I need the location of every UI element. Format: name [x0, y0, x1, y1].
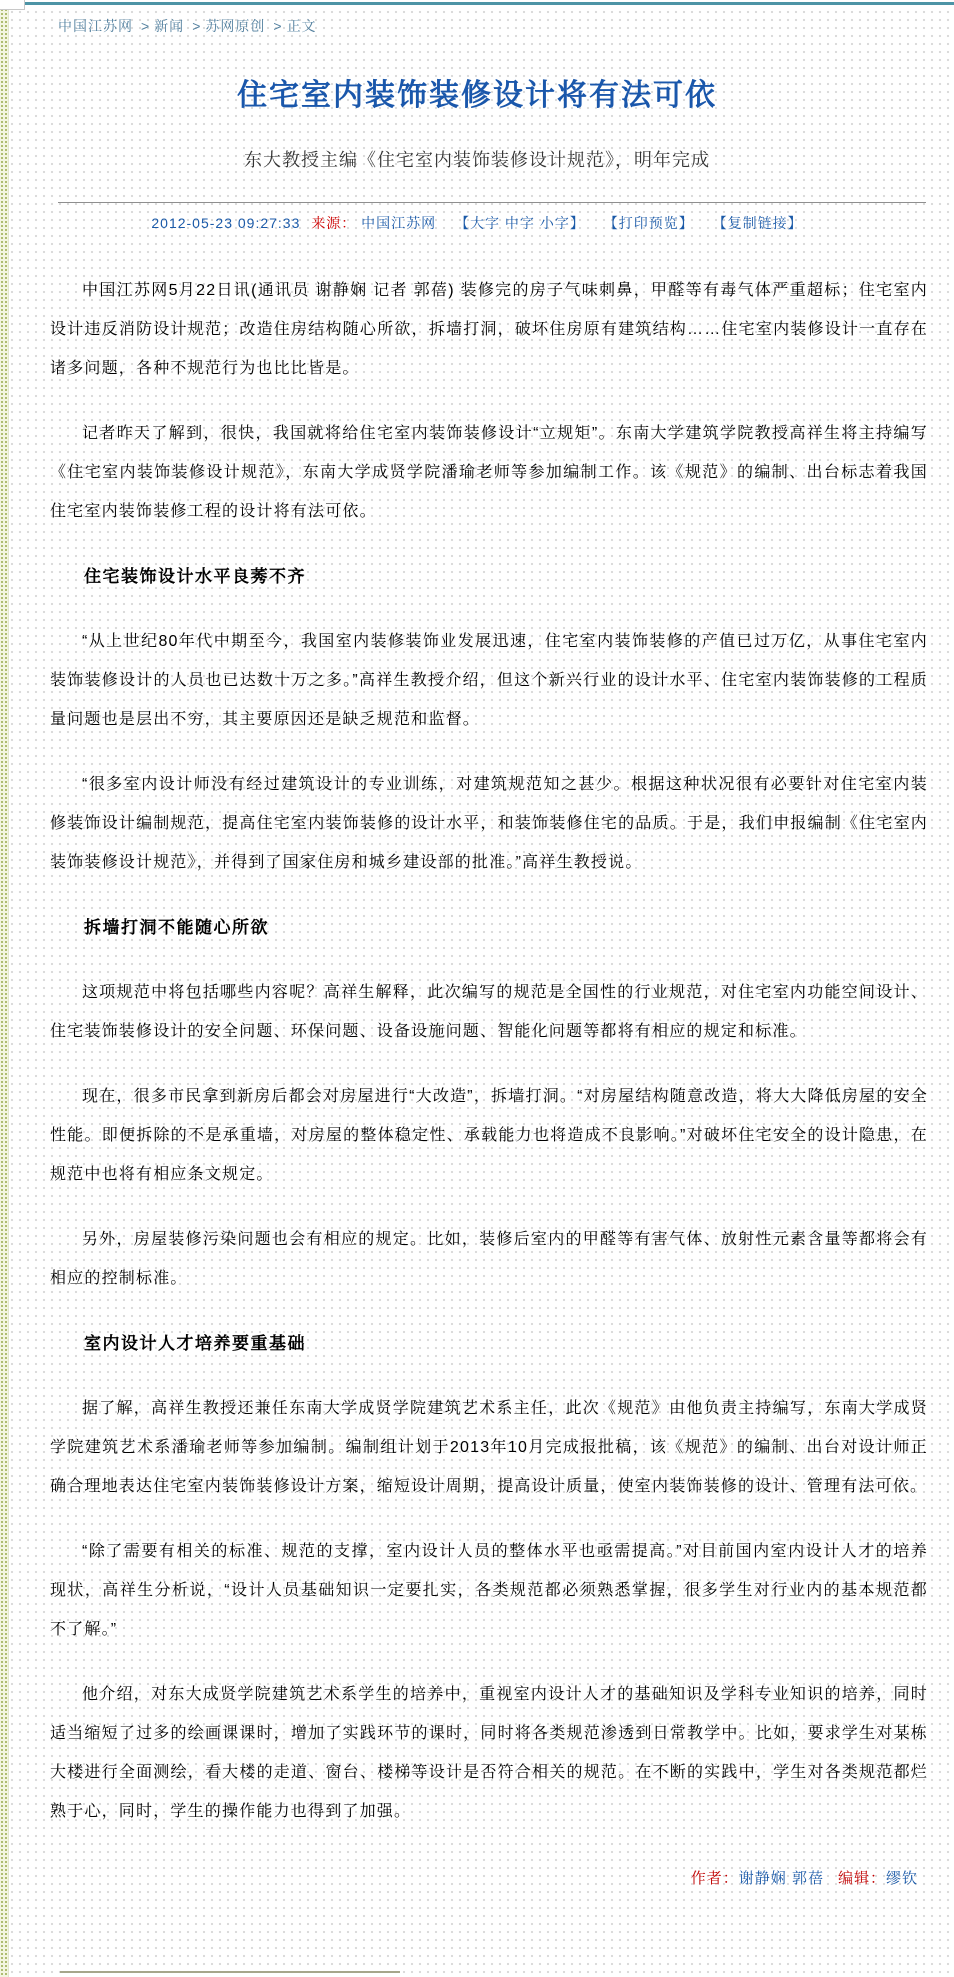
copy-link-button[interactable]: 【复制链接】 [712, 215, 803, 231]
paragraph: 他介绍，对东大成贤学院建筑艺术系学生的培养中，重视室内设计人才的基础知识及学科专业知识的培养，同时适当缩短了过多的绘画课课时，增加了实践环节的课时，同时将各类规范渗透到日常教学中。比如，要求学生对某栋大楼进行全面测绘，看大楼的走道、窗台、楼梯等设计是否符合相关的规范。在不断的实践中，学生对各类规范都烂熟于心，同时，学生的操作能力也得到了加强。 [50, 1686, 928, 1820]
paragraph: “从上世纪80年代中期至今，我国室内装修装饰业发展迅速，住宅室内装饰装修的产值已过万亿，从事住宅室内装饰装修设计的人员也已达数十万之多。”高祥生教授介绍，但这个新兴行业的设计水平、住宅室内装饰装修的工程质量问题也是层出不穷，其主要原因还是缺乏规范和监督。 [50, 633, 928, 728]
page-top-border [25, 2, 954, 5]
article-meta-bar [0, 213, 954, 233]
article-footer [50, 1867, 928, 1888]
breadcrumb-separator: > [192, 18, 202, 34]
breadcrumb [0, 0, 954, 36]
breadcrumb-link-news[interactable]: 新闻 [154, 18, 185, 34]
section-heading: 室内设计人才培养要重基础 [84, 1334, 306, 1353]
editor-label: 编辑： [837, 1870, 886, 1887]
section-heading: 拆墙打洞不能随心所欲 [84, 918, 269, 937]
article-body [0, 233, 954, 1888]
page-corner-box [0, 0, 25, 10]
paragraph: “除了需要有相关的标准、规范的支撑，室内设计人员的整体水平也亟需提高。”对目前国内室内设计人才的培养现状，高祥生分析说，“设计人员基础知识一定要扎实，各类规范都必须熟悉掌握，很多学生对行业内的基本规范都不了解。” [50, 1543, 928, 1638]
article-title: 住宅室内装饰装修设计将有法可依 [237, 79, 717, 112]
paragraph: “很多室内设计师没有经过建筑设计的专业训练，对建筑规范知之甚少。根据这种状况很有必要针对住宅室内装修装饰设计编制规范，提高住宅室内装饰装修的设计水平，和装饰装修住宅的品质。于是，我们申报编制《住宅室内装饰装修设计规范》，并得到了国家住房和城乡建设部的批准。”高祥生教授说。 [50, 776, 928, 871]
paragraph: 现在，很多市民拿到新房后都会对房屋进行“大改造”，拆墙打洞。“对房屋结构随意改造，将大大降低房屋的安全性能。即便拆除的不是承重墙，对房屋的整体稳定性、承载能力也将造成不良影响。”对破坏住宅安全的设计隐患，在规范中也将有相应条文规定。 [50, 1088, 928, 1183]
author-label: 作者： [690, 1870, 739, 1887]
breadcrumb-link-site[interactable]: 中国江苏网 [58, 18, 133, 34]
source-link[interactable]: 中国江苏网 [361, 215, 437, 231]
breadcrumb-link-original[interactable]: 苏网原创 [205, 18, 266, 34]
publish-timestamp: 2012-05-23 09:27:33 [151, 215, 301, 231]
print-preview-button[interactable]: 【打印预览】 [603, 215, 694, 231]
breadcrumb-separator: > [141, 18, 151, 34]
paragraph: 据了解，高祥生教授还兼任东南大学成贤学院建筑艺术系主任，此次《规范》由他负责主持编写，东南大学成贤学院建筑艺术系潘瑜老师等参加编制。编制组计划于2013年10月完成报批稿，该《规范》的编制、出台对设计师正确合理地表达住宅室内装饰装修设计方案，缩短设计周期，提高设计质量，使室内装饰装修的设计、管理有法可依。 [50, 1400, 928, 1495]
editor-name: 缪钦 [885, 1870, 918, 1887]
paragraph: 中国江苏网5月22日讯(通讯员 谢静娴 记者 郭蓓) 装修完的房子气味刺鼻，甲醛等有毒气体严重超标；住宅室内设计违反消防设计规范；改造住房结构随心所欲，拆墙打洞，破坏住房原有建筑结构……住宅室内装修设计一直存在诸多问题，各种不规范行为也比比皆是。 [50, 282, 928, 377]
source-label: 来源： [311, 215, 357, 231]
breadcrumb-separator: > [273, 18, 283, 34]
truncated-box-top-border [60, 1971, 400, 1973]
paragraph: 这项规范中将包括哪些内容呢？高祥生解释，此次编写的规范是全国性的行业规范，对住宅室内功能空间设计、住宅装饰装修设计的安全问题、环保问题、设备设施问题、智能化问题等都将有相应的规定和标准。 [50, 984, 928, 1040]
page-left-border [0, 0, 9, 1977]
paragraph: 记者昨天了解到，很快，我国就将给住宅室内装饰装修设计“立规矩”。东南大学建筑学院教授高祥生将主持编写《住宅室内装饰装修设计规范》，东南大学成贤学院潘瑜老师等参加编制工作。该《规范》的编制、出台标志着我国住宅室内装饰装修工程的设计将有法可依。 [50, 425, 928, 520]
font-size-controls[interactable]: 【大字 中字 小字】 [455, 215, 585, 231]
author-names: 谢静娴 郭蓓 [738, 1870, 824, 1887]
header-divider [58, 202, 926, 203]
article-subtitle: 东大教授主编《住宅室内装饰装修设计规范》，明年完成 [244, 150, 710, 170]
breadcrumb-current: 正文 [286, 18, 317, 34]
paragraph: 另外，房屋装修污染问题也会有相应的规定。比如，装修后室内的甲醛等有害气体、放射性元素含量等都将会有相应的控制标准。 [50, 1231, 928, 1287]
section-heading: 住宅装饰设计水平良莠不齐 [84, 567, 306, 586]
